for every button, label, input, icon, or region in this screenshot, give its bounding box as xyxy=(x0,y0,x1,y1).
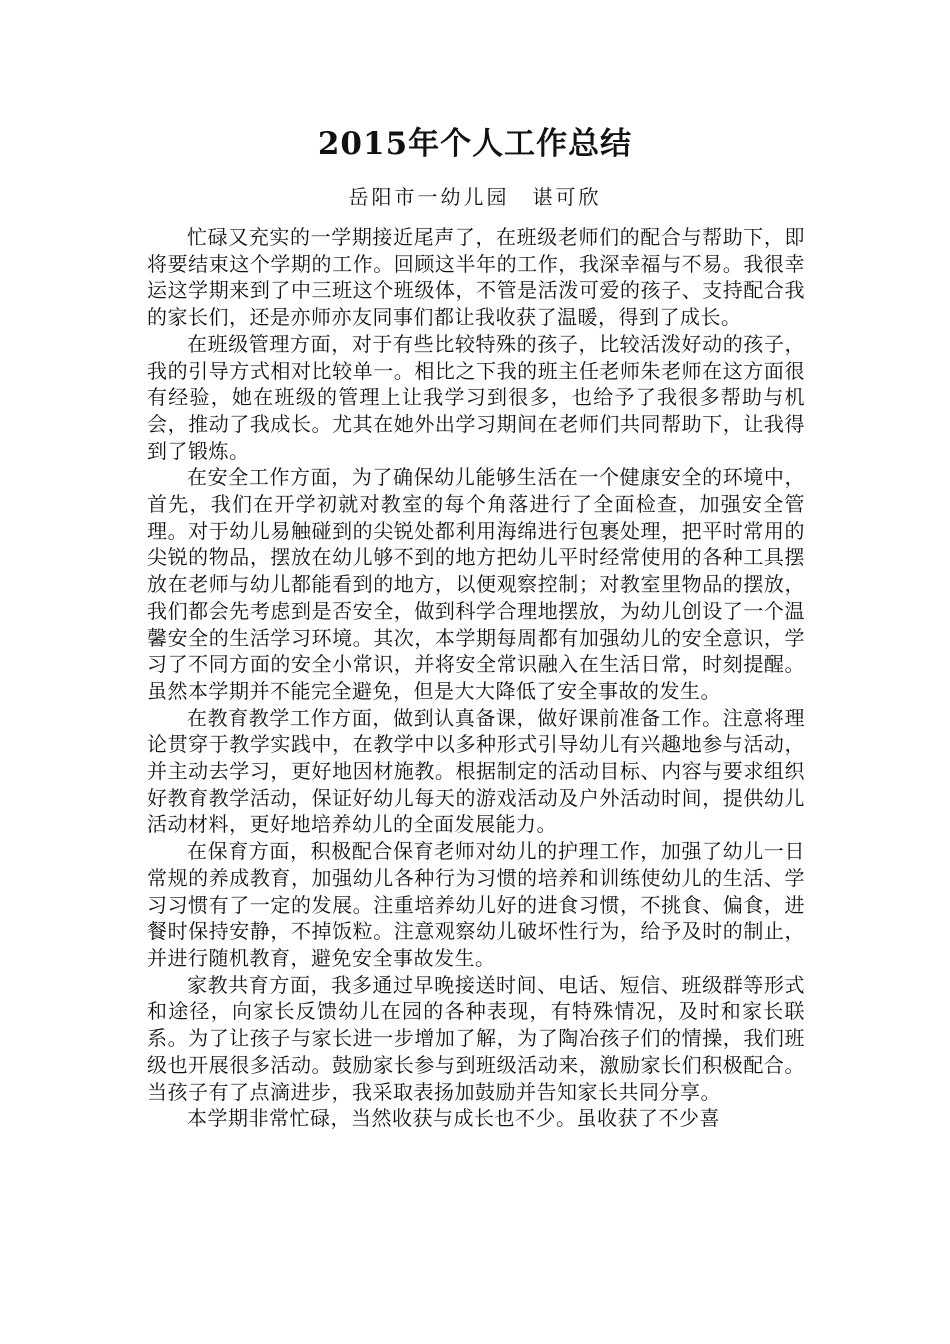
paragraph-teaching: 在教育教学工作方面，做到认真备课，做好课前准备工作。注意将理论贯穿于教学实践中，在教学中以多种形式引导幼儿有兴趣地参与活动，并主动去学习，更好地因材施教。根据制定的活动目标、内容与要求组织好教育教学活动，保证好幼儿每天的游戏活动及户外活动时间，提供幼儿活动材料，更好地培养幼儿的全面发展能力。 xyxy=(147,705,805,837)
document-title: 2015年个人工作总结 xyxy=(317,126,633,162)
paragraph-home-school: 家教共育方面，我多通过早晚接送时间、电话、短信、班级群等形式和途径，向家长反馈幼儿在园的各种表现，有特殊情况，及时和家长联系。为了让孩子与家长进一步增加了解，为了陶冶孩子们的情操，我们班级也开展很多活动。鼓励家长参与到班级活动来，激励家长们积极配合。当孩子有了点滴进步，我采取表扬加鼓励并告知家长共同分享。 xyxy=(147,972,805,1104)
paragraph-class-management: 在班级管理方面，对于有些比较特殊的孩子，比较活泼好动的孩子，我的引导方式相对比较单一。相比之下我的班主任老师朱老师在这方面很有经验，她在班级的管理上让我学习到很多，也给予了我很多帮助与机会，推动了我成长。尤其在她外出学习期间在老师们共同帮助下，让我得到了锻炼。 xyxy=(147,331,805,463)
document-body xyxy=(147,224,805,1132)
paragraph-intro: 忙碌又充实的一学期接近尾声了，在班级老师们的配合与帮助下，即将要结束这个学期的工作。回顾这半年的工作，我深幸福与不易。我很幸运这学期来到了中三班这个班级体，不管是活泼可爱的孩子、支持配合我的家长们，还是亦师亦友同事们都让我收获了温暖，得到了成长。 xyxy=(147,225,805,330)
author-line: 岳阳市一幼儿园 谌可欣 xyxy=(348,185,602,209)
paragraph-safety: 在安全工作方面，为了确保幼儿能够生活在一个健康安全的环境中，首先，我们在开学初就对教室的每个角落进行了全面检查，加强安全管理。对于幼儿易触碰到的尖锐处都利用海绵进行包裹处理，把平时常用的尖锐的物品，摆放在幼儿够不到的地方把幼儿平时经常使用的各种工具摆放在老师与幼儿都能看到的地方，以便观察控制；对教室里物品的摆放，我们都会先考虑到是否安全，做到科学合理地摆放，为幼儿创设了一个温馨安全的生活学习环境。其次，本学期每周都有加强幼儿的安全意识，学习了不同方面的安全小常识，并将安全常识融入在生活日常，时刻提醒。虽然本学期并不能完全避免，但是大大降低了安全事故的发生。 xyxy=(147,465,805,703)
paragraph-care: 在保育方面，积极配合保育老师对幼儿的护理工作，加强了幼儿一日常规的养成教育，加强幼儿各种行为习惯的培养和训练使幼儿的生活、学习习惯有了一定的发展。注重培养幼儿好的进食习惯，不挑食、偏食，进餐时保持安静，不掉饭粒。注意观察幼儿破坏性行为，给予及时的制止，并进行随机教育，避免安全事故发生。 xyxy=(147,839,805,970)
paragraph-conclusion: 本学期非常忙碌，当然收获与成长也不少。虽收获了不少喜 xyxy=(187,1106,720,1131)
